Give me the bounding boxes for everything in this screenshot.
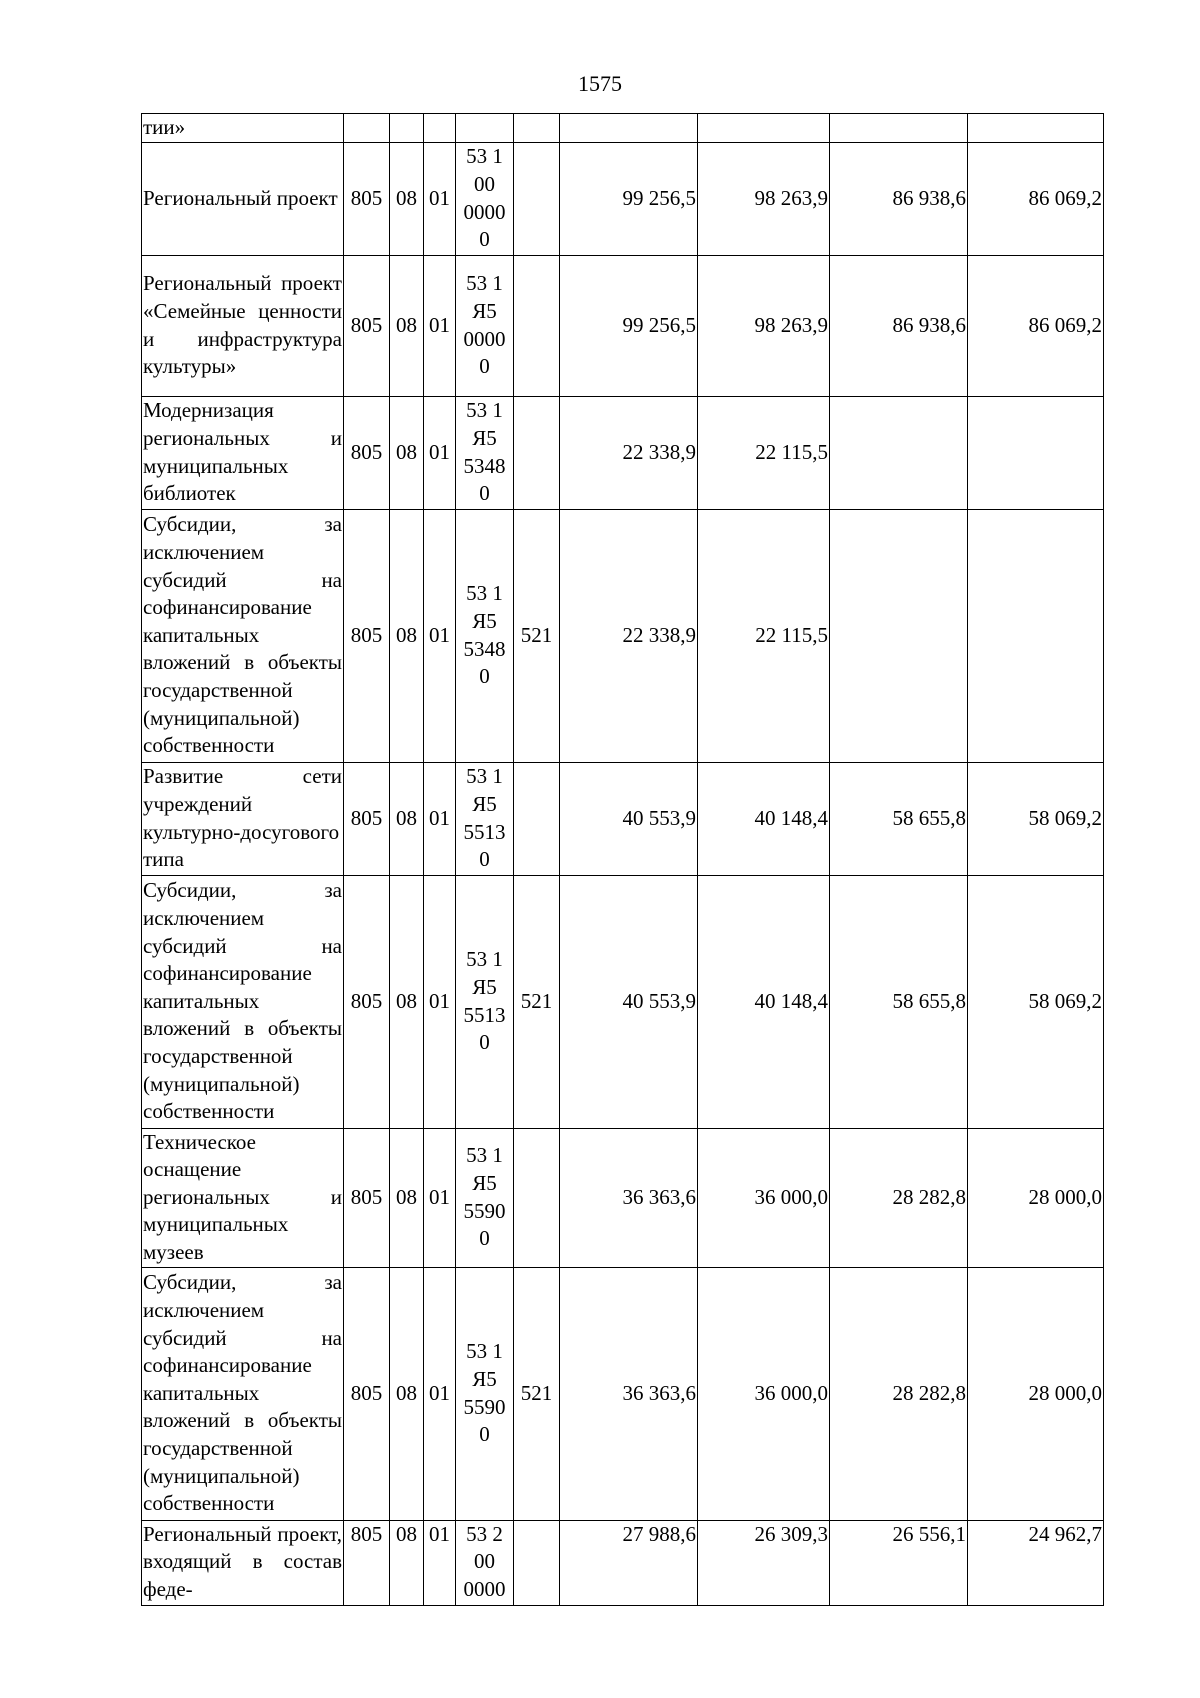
table-row bbox=[142, 1267, 1104, 1520]
ved-code-cell: 805 bbox=[344, 255, 390, 396]
csr-code-line: 00 bbox=[474, 1549, 495, 1574]
vr-code-cell bbox=[514, 1128, 560, 1267]
pr-code-cell bbox=[424, 114, 456, 143]
rz-code-cell: 08 bbox=[390, 396, 424, 509]
row-name-cell: Техническое оснащение региональных и муниципальных музеев bbox=[142, 1128, 344, 1267]
table-row bbox=[142, 875, 1104, 1128]
amount-cell-2: 26 309,3 bbox=[698, 1520, 830, 1605]
amount-cell-4: 24 962,7 bbox=[968, 1520, 1104, 1605]
amount-cell-1: 40 553,9 bbox=[560, 875, 698, 1128]
pr-code-cell: 01 bbox=[424, 1267, 456, 1520]
amount-cell-2: 36 000,0 bbox=[698, 1267, 830, 1520]
csr-code-line: 0 bbox=[479, 481, 490, 506]
amount-cell-1: 99 256,5 bbox=[560, 255, 698, 396]
csr-code-line: 0 bbox=[479, 664, 490, 689]
row-name-cell: Субсидии, за исключением субсидий на софинансирование капитальных вложений в объекты государственной (муниципальной) собственности bbox=[142, 875, 344, 1128]
table-row bbox=[142, 762, 1104, 875]
rz-code-cell: 08 bbox=[390, 875, 424, 1128]
table-body bbox=[142, 114, 1104, 1606]
pr-code-cell: 01 bbox=[424, 142, 456, 255]
csr-code-line: Я5 bbox=[472, 792, 497, 816]
amount-cell-3: 58 655,8 bbox=[830, 875, 968, 1128]
amount-cell-4: 86 069,2 bbox=[968, 255, 1104, 396]
csr-code-line: 53 1 bbox=[466, 144, 503, 169]
table-row bbox=[142, 1520, 1104, 1605]
amount-cell-3: 28 282,8 bbox=[830, 1128, 968, 1267]
amount-cell-4: 58 069,2 bbox=[968, 875, 1104, 1128]
vr-code-cell bbox=[514, 255, 560, 396]
vr-code-cell: 521 bbox=[514, 875, 560, 1128]
ved-code-cell: 805 bbox=[344, 509, 390, 762]
csr-code-cell bbox=[456, 1128, 514, 1267]
amount-cell-2: 40 148,4 bbox=[698, 875, 830, 1128]
row-name-cell: Региональный проект bbox=[142, 142, 344, 255]
amount-cell-4 bbox=[968, 114, 1104, 143]
csr-code-line: 53 1 bbox=[466, 1339, 503, 1364]
csr-code-line: 53 2 bbox=[466, 1521, 503, 1546]
csr-code-line: 0 bbox=[479, 1226, 490, 1251]
csr-code-line: Я5 bbox=[472, 1366, 497, 1391]
amount-cell-3: 28 282,8 bbox=[830, 1267, 968, 1520]
csr-code-line: 5513 bbox=[463, 1002, 506, 1027]
amount-cell-2: 22 115,5 bbox=[698, 509, 830, 762]
amount-cell-4 bbox=[968, 509, 1104, 762]
amount-cell-1 bbox=[560, 114, 698, 143]
csr-code-line: Я5 bbox=[472, 299, 497, 323]
rz-code-cell: 08 bbox=[390, 142, 424, 255]
csr-code-line: 0 bbox=[479, 354, 490, 379]
csr-code-line: 5590 bbox=[463, 1198, 506, 1223]
csr-code-line: Я5 bbox=[472, 426, 497, 450]
ved-code-cell bbox=[344, 114, 390, 143]
csr-code-cell bbox=[456, 142, 514, 255]
csr-code-line: 0 bbox=[479, 1422, 490, 1447]
table-row bbox=[142, 396, 1104, 509]
amount-cell-3 bbox=[830, 114, 968, 143]
pr-code-cell: 01 bbox=[424, 396, 456, 509]
amount-cell-3 bbox=[830, 509, 968, 762]
amount-cell-4: 28 000,0 bbox=[968, 1128, 1104, 1267]
vr-code-cell: 521 bbox=[514, 509, 560, 762]
csr-code-cell bbox=[456, 1520, 514, 1605]
pr-code-cell: 01 bbox=[424, 1128, 456, 1267]
amount-cell-1: 36 363,6 bbox=[560, 1267, 698, 1520]
ved-code-cell: 805 bbox=[344, 762, 390, 875]
csr-code-line: 0000 bbox=[463, 326, 506, 351]
amount-cell-2: 40 148,4 bbox=[698, 762, 830, 875]
rz-code-cell: 08 bbox=[390, 762, 424, 875]
amount-cell-2 bbox=[698, 114, 830, 143]
row-name-cell: Субсидии, за исключением субсидий на софинансирование капитальных вложений в объекты государственной (муниципальной) собственности bbox=[142, 509, 344, 762]
ved-code-cell: 805 bbox=[344, 396, 390, 509]
vr-code-cell bbox=[514, 142, 560, 255]
amount-cell-3: 86 938,6 bbox=[830, 255, 968, 396]
csr-code-line: Я5 bbox=[472, 975, 497, 999]
csr-code-cell bbox=[456, 762, 514, 875]
ved-code-cell: 805 bbox=[344, 1520, 390, 1605]
csr-code-line: 00 bbox=[474, 172, 495, 196]
amount-cell-1: 99 256,5 bbox=[560, 142, 698, 255]
csr-code-line: 0000 bbox=[463, 1576, 506, 1601]
csr-code-line: 53 1 bbox=[466, 581, 503, 606]
csr-code-line: 0 bbox=[479, 847, 490, 872]
amount-cell-1: 22 338,9 bbox=[560, 509, 698, 762]
csr-code-line: 53 1 bbox=[466, 947, 503, 972]
table-row bbox=[142, 255, 1104, 396]
csr-code-line: 53 1 bbox=[466, 398, 503, 423]
csr-code-line: 53 1 bbox=[466, 1143, 503, 1168]
budget-table bbox=[141, 113, 1104, 1606]
ved-code-cell: 805 bbox=[344, 1267, 390, 1520]
vr-code-cell bbox=[514, 396, 560, 509]
rz-code-cell: 08 bbox=[390, 509, 424, 762]
amount-cell-3 bbox=[830, 396, 968, 509]
pr-code-cell: 01 bbox=[424, 509, 456, 762]
amount-cell-4: 28 000,0 bbox=[968, 1267, 1104, 1520]
csr-code-cell bbox=[456, 396, 514, 509]
rz-code-cell: 08 bbox=[390, 1520, 424, 1605]
row-name-cell: Модернизация региональных и муниципальных библиотек bbox=[142, 396, 344, 509]
amount-cell-4: 86 069,2 bbox=[968, 142, 1104, 255]
row-name-cell: Региональный проект, входящий в состав феде- bbox=[142, 1520, 344, 1605]
rz-code-cell: 08 bbox=[390, 1267, 424, 1520]
csr-code-cell bbox=[456, 114, 514, 143]
csr-code-line: 0000 bbox=[463, 199, 506, 224]
csr-code-line: 5348 bbox=[463, 636, 506, 661]
row-name-cell: Субсидии, за исключением субсидий на софинансирование капитальных вложений в объекты государственной (муниципальной) собственности bbox=[142, 1267, 344, 1520]
csr-code-line: Я5 bbox=[472, 609, 497, 633]
vr-code-cell bbox=[514, 1520, 560, 1605]
table-row bbox=[142, 142, 1104, 255]
amount-cell-3: 26 556,1 bbox=[830, 1520, 968, 1605]
pr-code-cell: 01 bbox=[424, 875, 456, 1128]
csr-code-line: 5348 bbox=[463, 453, 506, 478]
amount-cell-2: 98 263,9 bbox=[698, 142, 830, 255]
row-name-cell: Региональный проект «Семейные ценности и инфраструктура культуры» bbox=[142, 255, 344, 396]
rz-code-cell bbox=[390, 114, 424, 143]
row-name-cell: тии» bbox=[142, 114, 344, 143]
pr-code-cell: 01 bbox=[424, 762, 456, 875]
csr-code-line: 0 bbox=[479, 1030, 490, 1055]
csr-code-cell bbox=[456, 875, 514, 1128]
csr-code-line: Я5 bbox=[472, 1170, 497, 1195]
csr-code-cell bbox=[456, 1267, 514, 1520]
amount-cell-2: 22 115,5 bbox=[698, 396, 830, 509]
csr-code-cell bbox=[456, 255, 514, 396]
amount-cell-2: 36 000,0 bbox=[698, 1128, 830, 1267]
csr-code-line: 0 bbox=[479, 227, 490, 252]
amount-cell-4: 58 069,2 bbox=[968, 762, 1104, 875]
vr-code-cell bbox=[514, 762, 560, 875]
amount-cell-4 bbox=[968, 396, 1104, 509]
amount-cell-1: 27 988,6 bbox=[560, 1520, 698, 1605]
csr-code-cell bbox=[456, 509, 514, 762]
csr-code-line: 53 1 bbox=[466, 271, 503, 296]
page-number: 1575 bbox=[578, 71, 622, 96]
csr-code-line: 5590 bbox=[463, 1394, 506, 1419]
rz-code-cell: 08 bbox=[390, 1128, 424, 1267]
amount-cell-1: 40 553,9 bbox=[560, 762, 698, 875]
table-row bbox=[142, 1128, 1104, 1267]
pr-code-cell: 01 bbox=[424, 1520, 456, 1605]
amount-cell-3: 86 938,6 bbox=[830, 142, 968, 255]
ved-code-cell: 805 bbox=[344, 142, 390, 255]
amount-cell-3: 58 655,8 bbox=[830, 762, 968, 875]
amount-cell-2: 98 263,9 bbox=[698, 255, 830, 396]
amount-cell-1: 36 363,6 bbox=[560, 1128, 698, 1267]
csr-code-line: 5513 bbox=[463, 819, 506, 844]
table-row bbox=[142, 509, 1104, 762]
csr-code-line: 53 1 bbox=[466, 764, 503, 789]
pr-code-cell: 01 bbox=[424, 255, 456, 396]
ved-code-cell: 805 bbox=[344, 1128, 390, 1267]
table-row bbox=[142, 114, 1104, 143]
vr-code-cell: 521 bbox=[514, 1267, 560, 1520]
row-name-cell: Развитие сети учреждений культурно-досугового типа bbox=[142, 762, 344, 875]
amount-cell-1: 22 338,9 bbox=[560, 396, 698, 509]
ved-code-cell: 805 bbox=[344, 875, 390, 1128]
rz-code-cell: 08 bbox=[390, 255, 424, 396]
vr-code-cell bbox=[514, 114, 560, 143]
